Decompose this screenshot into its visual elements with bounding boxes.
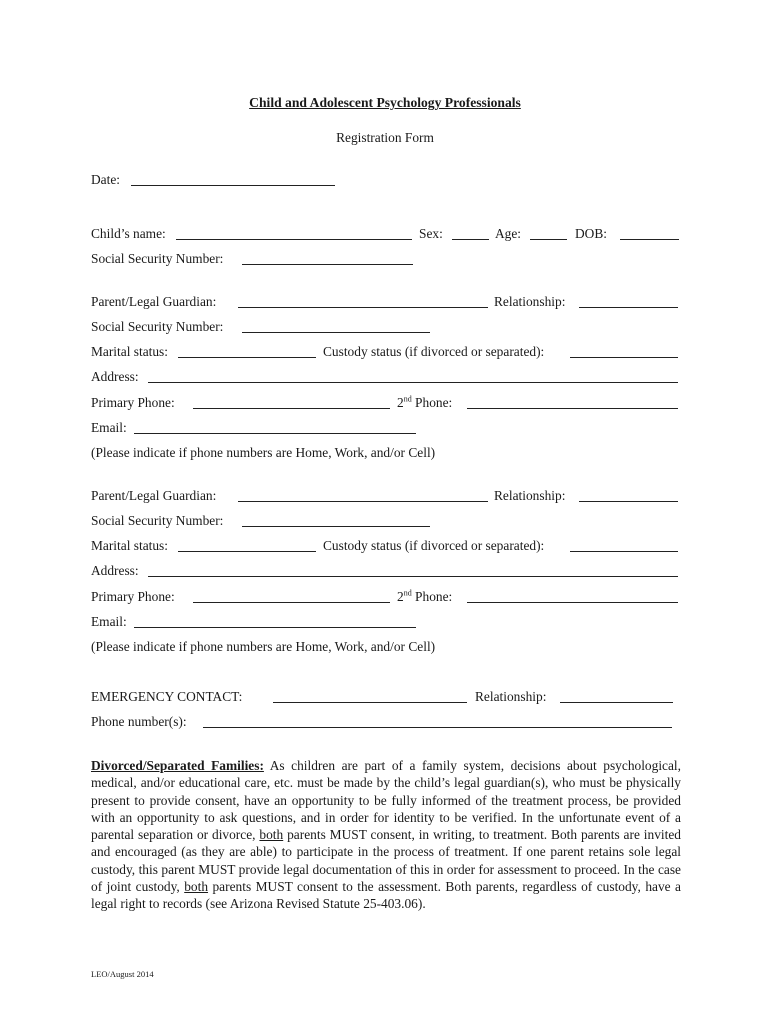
guardian-1-custody-label: Custody status (if divorced or separated): [323, 344, 545, 359]
guardian-1-address-field[interactable] [148, 382, 678, 383]
guardian-2-relationship-field[interactable] [579, 501, 678, 502]
policy-heading: Divorced/Separated Families: [91, 758, 264, 773]
guardian-1-email-field[interactable] [134, 433, 416, 434]
guardian-1-ssn-label: Social Security Number: [91, 319, 224, 334]
guardian-1-second-phone-label: 2nd Phone: [397, 394, 453, 410]
guardian-2-name-field[interactable] [238, 501, 488, 502]
emergency-relationship-field[interactable] [560, 702, 673, 703]
guardian-2-relationship-label: Relationship: [494, 488, 566, 503]
guardian-1-custody-field[interactable] [570, 357, 678, 358]
guardian-2-email-field[interactable] [134, 627, 416, 628]
date-label: Date: [91, 172, 120, 187]
date-field[interactable] [131, 185, 335, 186]
child-ssn-label: Social Security Number: [91, 251, 224, 266]
form-title: Child and Adolescent Psychology Professionals [249, 95, 521, 110]
divorced-separated-policy: Divorced/Separated Families: As children are part of a family system, decisions about psychological, medical, and/or educational care, etc. must be made by the child’s legal guardian(s), who must be physically present to provide consent, have an opportunity to be fully informed of the treatment process, be provided with an opportunity to ask questions, and in order for identity to be verified. In the unfortunate event of a parental separation or divorce, both parents MUST consent, in writing, to treatment. Both parents are invited and encouraged (as they are able) to participate in the process of treatment. If one parent retains sole legal custody, this parent MUST provide legal documentation of this in order for assessment to proceed. In the case of joint custody, both parents MUST consent to the assessment. Both parents, regardless of custody, have a legal right to records (see Arizona Revised Statute 25-403.06). [91, 758, 681, 912]
guardian-2-phone-note: (Please indicate if phone numbers are Home, Work, and/or Cell) [91, 639, 436, 654]
guardian-2-address-field[interactable] [148, 576, 678, 577]
guardian-1-second-phone-field[interactable] [467, 408, 678, 409]
guardian-2-marital-label: Marital status: [91, 538, 168, 553]
guardian-2-marital-field[interactable] [178, 551, 316, 552]
dob-label: DOB: [575, 226, 607, 241]
sex-label: Sex: [419, 226, 443, 241]
policy-emphasis-both-1: both [259, 827, 284, 843]
age-label: Age: [495, 226, 522, 241]
guardian-1-primary-phone-field[interactable] [193, 408, 390, 409]
guardian-2-second-phone-label: 2nd Phone: [397, 588, 453, 604]
child-name-label: Child’s name: [91, 226, 166, 241]
guardian-1-phone-note: (Please indicate if phone numbers are Home, Work, and/or Cell) [91, 445, 436, 460]
guardian-1-address-label: Address: [91, 369, 139, 384]
guardian-2-email-label: Email: [91, 614, 127, 629]
guardian-1-marital-label: Marital status: [91, 344, 168, 359]
emergency-phone-label: Phone number(s): [91, 714, 187, 729]
guardian-1-relationship-label: Relationship: [494, 294, 566, 309]
guardian-2-ssn-field[interactable] [242, 526, 430, 527]
guardian-1-relationship-field[interactable] [579, 307, 678, 308]
footer-revision: LEO/August 2014 [91, 969, 154, 979]
sex-field[interactable] [452, 239, 489, 240]
dob-field[interactable] [620, 239, 679, 240]
child-name-field[interactable] [176, 239, 412, 240]
emergency-contact-field[interactable] [273, 702, 467, 703]
emergency-phone-field[interactable] [203, 727, 672, 728]
guardian-2-second-phone-field[interactable] [467, 602, 678, 603]
child-ssn-field[interactable] [242, 264, 413, 265]
guardian-2-label: Parent/Legal Guardian: [91, 488, 217, 503]
guardian-2-primary-phone-field[interactable] [193, 602, 390, 603]
guardian-2-address-label: Address: [91, 563, 139, 578]
guardian-2-ssn-label: Social Security Number: [91, 513, 224, 528]
guardian-1-marital-field[interactable] [178, 357, 316, 358]
policy-emphasis-both-2: both [184, 879, 209, 895]
form-subtitle: Registration Form [336, 130, 434, 145]
guardian-1-email-label: Email: [91, 420, 127, 435]
guardian-1-name-field[interactable] [238, 307, 488, 308]
guardian-1-ssn-field[interactable] [242, 332, 430, 333]
guardian-1-label: Parent/Legal Guardian: [91, 294, 217, 309]
guardian-1-primary-phone-label: Primary Phone: [91, 395, 175, 410]
age-field[interactable] [530, 239, 567, 240]
emergency-relationship-label: Relationship: [475, 689, 547, 704]
guardian-2-custody-label: Custody status (if divorced or separated): [323, 538, 545, 553]
guardian-2-custody-field[interactable] [570, 551, 678, 552]
guardian-2-primary-phone-label: Primary Phone: [91, 589, 175, 604]
emergency-contact-label: EMERGENCY CONTACT: [91, 689, 243, 704]
